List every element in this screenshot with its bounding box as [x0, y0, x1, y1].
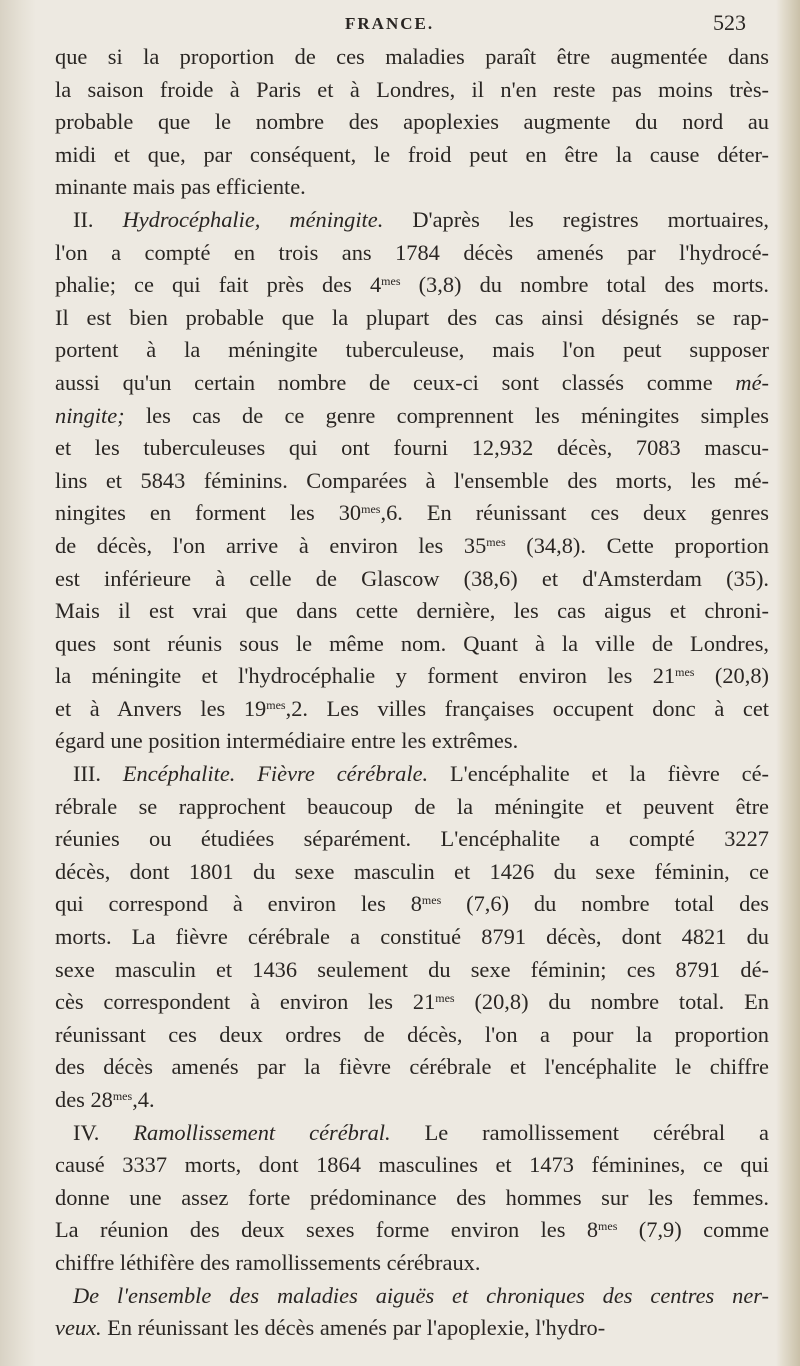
- text-segment: Le ramollissement cérébral a: [390, 1119, 769, 1145]
- superscript: mes: [381, 273, 401, 288]
- text-segment: (34,8). Cette proportion: [505, 532, 769, 558]
- text-line: [55, 921, 769, 954]
- text-line: [55, 1182, 769, 1215]
- text-segment: ,4.: [132, 1087, 155, 1112]
- text-line: [55, 888, 769, 921]
- text-segment: phalie; ce qui fait près des 4: [55, 272, 382, 298]
- text-segment: ,6. En réunissant ces deux genres: [380, 500, 769, 526]
- text-segment: (20,8) du nombre total. En: [454, 989, 769, 1015]
- text-segment: III.: [73, 761, 123, 787]
- text-line: [55, 1084, 769, 1117]
- body-text: [55, 41, 769, 1345]
- text-line: [55, 465, 769, 498]
- text-line: [55, 106, 769, 139]
- page-header: [0, 6, 800, 38]
- text-line: [55, 1214, 769, 1247]
- text-segment: IV.: [73, 1119, 134, 1145]
- superscript: mes: [598, 1219, 618, 1234]
- text-line: [55, 139, 769, 172]
- superscript: mes: [675, 665, 695, 680]
- text-line: [55, 530, 769, 563]
- running-title: FRANCE.: [345, 14, 435, 33]
- text-segment: sexe masculin et 1436 seulement du sexe féminin; ces 8791 dé-: [55, 956, 769, 982]
- text-line: [55, 1280, 769, 1313]
- text-line: [55, 1247, 769, 1280]
- text-line: [55, 791, 769, 824]
- text-line: [55, 400, 769, 433]
- text-segment: qui correspond à environ les 8: [55, 891, 422, 917]
- italic-text: mé-: [735, 369, 769, 395]
- text-segment: (7,6) du nombre total des: [441, 891, 769, 917]
- text-segment: D'après les registres mortuaires,: [383, 206, 770, 232]
- italic-text: Ramollissement cérébral.: [133, 1119, 391, 1145]
- text-segment: Mais il est vrai que dans cette dernière, les cas aigus et chroni-: [55, 598, 769, 624]
- italic-text: Encéphalite. Fièvre cérébrale.: [122, 761, 429, 787]
- text-segment: chiffre léthifère des ramollissements cérébraux.: [55, 1249, 481, 1275]
- text-segment: (3,8) du nombre total des morts.: [400, 272, 769, 298]
- superscript: mes: [112, 1088, 133, 1103]
- text-segment: portent à la méningite tuberculeuse, mais l'on peut supposer: [55, 337, 769, 363]
- text-segment: la saison froide à Paris et à Londres, il n'en reste pas moins très-: [55, 76, 769, 102]
- text-line: [55, 1312, 769, 1345]
- text-line: [55, 302, 769, 335]
- superscript: mes: [486, 534, 506, 549]
- text-line: [55, 74, 769, 107]
- text-segment: minante mais pas efficiente.: [55, 174, 306, 200]
- text-segment: En réunissant les décès amenés par l'apoplexie, l'hydro-: [101, 1315, 606, 1341]
- text-line: [55, 1117, 769, 1150]
- superscript: mes: [435, 991, 455, 1006]
- text-segment: midi et que, par conséquent, le froid peut en être la cause déter-: [55, 141, 769, 167]
- text-segment: donne une assez forte prédominance des hommes sur les femmes.: [55, 1184, 769, 1210]
- text-segment: les cas de ce genre comprennent les méningites simples: [124, 402, 769, 428]
- text-segment: et les tuberculeuses qui ont fourni 12,932 décès, 7083 mascu-: [55, 435, 769, 461]
- superscript: mes: [266, 697, 286, 712]
- text-line: [55, 986, 769, 1019]
- text-line: [55, 41, 769, 74]
- text-line: [55, 628, 769, 661]
- superscript: mes: [361, 502, 381, 517]
- text-segment: ques sont réunis sous le même nom. Quant à la ville de Londres,: [55, 630, 769, 656]
- text-segment: cès correspondent à environ les 21: [55, 989, 436, 1015]
- text-line: [55, 269, 769, 302]
- text-segment: la méningite et l'hydrocéphalie y forment environ les 21: [55, 663, 676, 689]
- page-right-margin: [776, 0, 800, 1366]
- text-segment: (20,8): [694, 663, 769, 689]
- text-line: [55, 1149, 769, 1182]
- text-segment: La réunion des deux sexes forme environ les 8: [55, 1217, 599, 1243]
- text-segment: ,2. Les villes françaises occupent donc à cet: [285, 695, 769, 721]
- text-line: [55, 954, 769, 987]
- italic-text: Hydrocéphalie, méningite.: [122, 206, 384, 232]
- text-line: [55, 823, 769, 856]
- text-line: [55, 856, 769, 889]
- text-segment: rébrale se rapprochent beaucoup de la méningite et peuvent être: [55, 793, 769, 819]
- page-left-margin: [0, 0, 36, 1366]
- text-segment: l'on a compté en trois ans 1784 décès amenés par l'hydrocé-: [55, 239, 769, 265]
- text-segment: L'encéphalite et la fièvre cé-: [428, 761, 769, 787]
- text-segment: aussi qu'un certain nombre de ceux-ci sont classés comme: [55, 369, 736, 395]
- text-segment: réunissant ces deux ordres de décès, l'on a pour la proportion: [55, 1021, 769, 1047]
- text-line: [55, 367, 769, 400]
- text-line: [55, 432, 769, 465]
- text-segment: II.: [73, 206, 123, 232]
- text-line: [55, 1019, 769, 1052]
- text-line: [55, 693, 769, 726]
- superscript: mes: [421, 893, 442, 908]
- text-line: [55, 171, 769, 204]
- text-segment: et à Anvers les 19: [55, 695, 267, 721]
- text-line: [55, 563, 769, 596]
- text-segment: (7,9) comme: [617, 1217, 770, 1243]
- text-segment: causé 3337 morts, dont 1864 masculines et 1473 féminines, ce qui: [55, 1152, 769, 1178]
- italic-text: De l'ensemble des maladies aiguës et chroniques des centres ner-: [73, 1282, 769, 1308]
- text-segment: réunies ou étudiées séparément. L'encéphalite a compté 3227: [55, 826, 769, 852]
- text-segment: lins et 5843 féminins. Comparées à l'ensemble des morts, les mé-: [55, 467, 769, 493]
- text-segment: décès, dont 1801 du sexe masculin et 1426 du sexe féminin, ce: [55, 858, 769, 884]
- italic-text: ningite;: [55, 402, 125, 428]
- text-segment: est inférieure à celle de Glascow (38,6) et d'Amsterdam (35).: [55, 565, 769, 591]
- text-segment: Il est bien probable que la plupart des cas ainsi désignés se rap-: [55, 304, 769, 330]
- text-line: [55, 497, 769, 530]
- text-segment: ningites en forment les 30: [55, 500, 362, 526]
- text-segment: que si la proportion de ces maladies paraît être augmentée dans: [55, 44, 769, 69]
- page-number: 523: [713, 10, 746, 35]
- text-line: [55, 595, 769, 628]
- text-line: [55, 204, 769, 237]
- text-line: [55, 725, 769, 758]
- text-line: [55, 1051, 769, 1084]
- text-segment: morts. La fièvre cérébrale a constitué 8791 décès, dont 4821 du: [55, 924, 769, 950]
- text-line: [55, 758, 769, 791]
- text-segment: des 28: [55, 1087, 113, 1112]
- text-segment: probable que le nombre des apoplexies augmente du nord au: [55, 109, 769, 135]
- text-line: [55, 660, 769, 693]
- italic-text: veux.: [55, 1315, 102, 1341]
- text-segment: de décès, l'on arrive à environ les 35: [55, 532, 487, 558]
- text-segment: égard une position intermédiaire entre les extrêmes.: [55, 728, 519, 754]
- text-segment: des décès amenés par la fièvre cérébrale et l'encéphalite le chiffre: [55, 1054, 769, 1080]
- text-line: [55, 237, 769, 270]
- text-line: [55, 334, 769, 367]
